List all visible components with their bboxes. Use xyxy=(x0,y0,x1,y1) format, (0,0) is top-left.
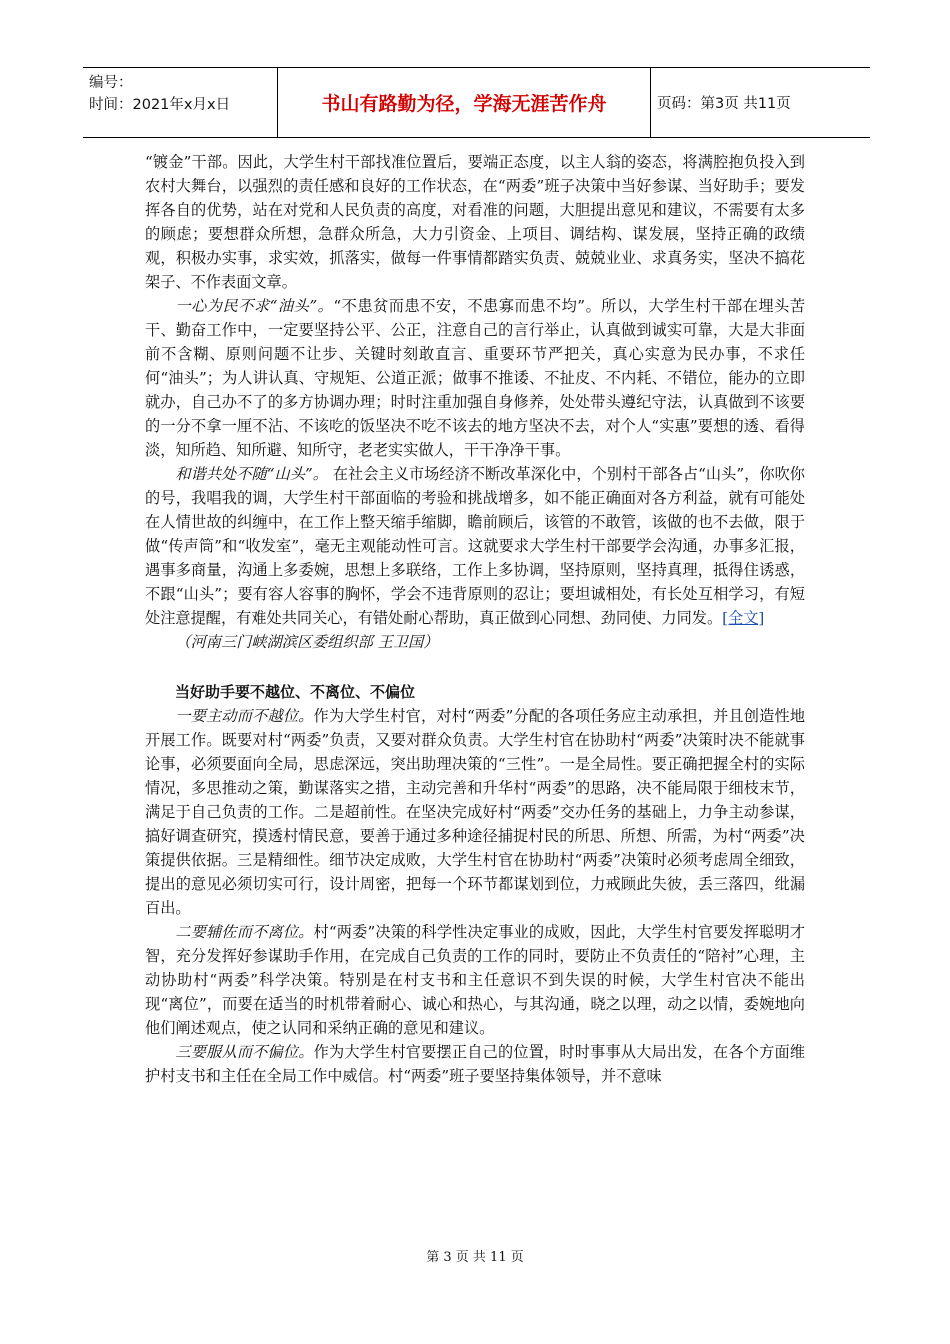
spacer xyxy=(145,654,805,680)
header-meta xyxy=(83,68,278,137)
paragraph-text: “不患贫而患不安，不患寡而患不均”。所以，大学生村干部在埋头苦干、勤奋工作中，一定要坚持公平、公正，注意自己的言行举止，认真做到诚实可靠，大是大非面前不含糊、原则问题不让步、关键时刻敢直言、重要环节严把关，真心实意为民办事，不求任何“油头”；为人讲认真、守规矩、公道正派；做事不推诿、不扯皮、不内耗、不错位，能办的立即就办，自己办不了的多方协调办理；时时注重加强自身修养，处处带头遵纪守法，认真做到不该要的一分不拿一厘不沾、不该吃的饭坚决不吃不该去的地方坚决不去，对个人“实惠”要想的透、看得淡，知所趋、知所避、知所守，老老实实做人，干干净净干事。 xyxy=(145,297,806,459)
document-body xyxy=(145,150,805,1088)
full-text-link[interactable]: [全文] xyxy=(722,609,765,627)
section-title: 当好助手要不越位、不离位、不偏位 xyxy=(175,683,416,701)
paragraph xyxy=(145,704,805,920)
paragraph xyxy=(145,920,805,1040)
paragraph-text: 村“两委”决策的科学性决定事业的成败，因此，大学生村官要发挥聪明才智，充分发挥好参谋助手作用，在完成自己负责的工作的同时，要防止不负责任的“陪衬”心理，主动协助村“两委”科学决策。特别是在村支书和主任意识不到失误的时候，大学生村官决不能出现“离位”，而要在适当的时机带着耐心、诚心和热心，与其沟通，晓之以理，动之以情，委婉地向他们阐述观点，使之认同和采纳正确的意见和建议。 xyxy=(145,923,806,1037)
header-motto: 书山有路勤为径，学海无涯苦作舟 xyxy=(278,68,651,137)
paragraph-lead: 一要主动而不越位。 xyxy=(175,707,314,725)
paragraph xyxy=(145,462,805,630)
paragraph xyxy=(145,1040,805,1088)
paragraph xyxy=(145,294,805,462)
paragraph-text: 在社会主义市场经济不断改革深化中，个别村干部各占“山头”，你吹你的号，我唱我的调，大学生村干部面临的考验和挑战增多，如不能正确面对各方利益，就有可能处在人情世故的纠缠中，在工作上整天缩手缩脚，瞻前顾后，该管的不敢管，该做的也不去做，限于做“传声筒”和“收发室”，毫无主观能动性可言。这就要求大学生村干部要学会沟通，办事多汇报，遇事多商量，沟通上多委婉，思想上多联络，工作上多协调，坚持原则，坚持真理，抵得住诱惑，不跟“山头”；要有容人容事的胸怀，学会不违背原则的忍让；要坦诚相处，有长处互相学习，有短处注意提醒，有难处共同关心，有错处耐心帮助，真正做到心同想、劲同使、力同发。 xyxy=(145,465,805,627)
paragraph-lead: 二要辅佐而不离位。 xyxy=(175,923,314,941)
paragraph-text: 作为大学生村官，对村“两委”分配的各项任务应主动承担，并且创造性地开展工作。既要对村“两委”负责，又要对群众负责。大学生村官在协助村“两委”决策时决不能就事论事，必须要面向全局，思虑深远，突出助理决策的“三性”。一是全局性。要正确把握全村的实际情况，多思推动之策，勤谋落实之措，主动完善和升华村“两委”的思路，决不能局限于细枝末节，满足于自己负责的工作。二是超前性。在坚决完成好村“两委”交办任务的基础上，力争主动参谋，搞好调查研究，摸透村情民意，要善于通过多种途径捕捉村民的所思、所想、所需，为村“两委”决策提供依据。三是精细性。细节决定成败，大学生村官在协助村“两委”决策时必须考虑周全细致，提出的意见必须切实可行，设计周密，把每一个环节都谋划到位，力戒顾此失彼，丢三落四，纰漏百出。 xyxy=(145,707,806,917)
paragraph-text: 作为大学生村官要摆正自己的位置，时时事事从大局出发，在各个方面维护村支书和主任在全局工作中威信。村“两委”班子要坚持集体领导，并不意味 xyxy=(145,1043,806,1085)
document-number-label: 编号： xyxy=(89,75,133,91)
document-time-label: 时间：2021年x月x日 xyxy=(89,97,231,113)
header-page-label: 页码：第3页 共11页 xyxy=(657,96,791,112)
page-footer: 第 3 页 共 11 页 xyxy=(426,1250,524,1265)
author-source: （河南三门峡湖滨区委组织部 王卫国） xyxy=(175,633,439,651)
paragraph-lead: 三要服从而不偏位。 xyxy=(175,1043,314,1061)
paragraph-lead: 一心为民不求“油头”。 xyxy=(175,297,334,315)
paragraph: “镀金”干部。因此，大学生村干部找准位置后，要端正态度，以主人翁的姿态，将满腔抱负投入到农村大舞台，以强烈的责任感和良好的工作状态，在“两委”班子决策中当好参谋、当好助手；要发挥各自的优势，站在对党和人民负责的高度，对看准的问题，大胆提出意见和建议，不需要有太多的顾虑；要想群众所想，急群众所急，大力引资金、上项目、调结构、谋发展，坚持正确的政绩观，积极办实事，求实效，抓落实，做每一件事情都踏实负责、兢兢业业、求真务实，坚决不搞花架子、不作表面文章。 xyxy=(145,153,805,291)
page-header xyxy=(83,67,870,138)
paragraph-lead: 和谐共处不随“山头”。 xyxy=(175,465,328,483)
